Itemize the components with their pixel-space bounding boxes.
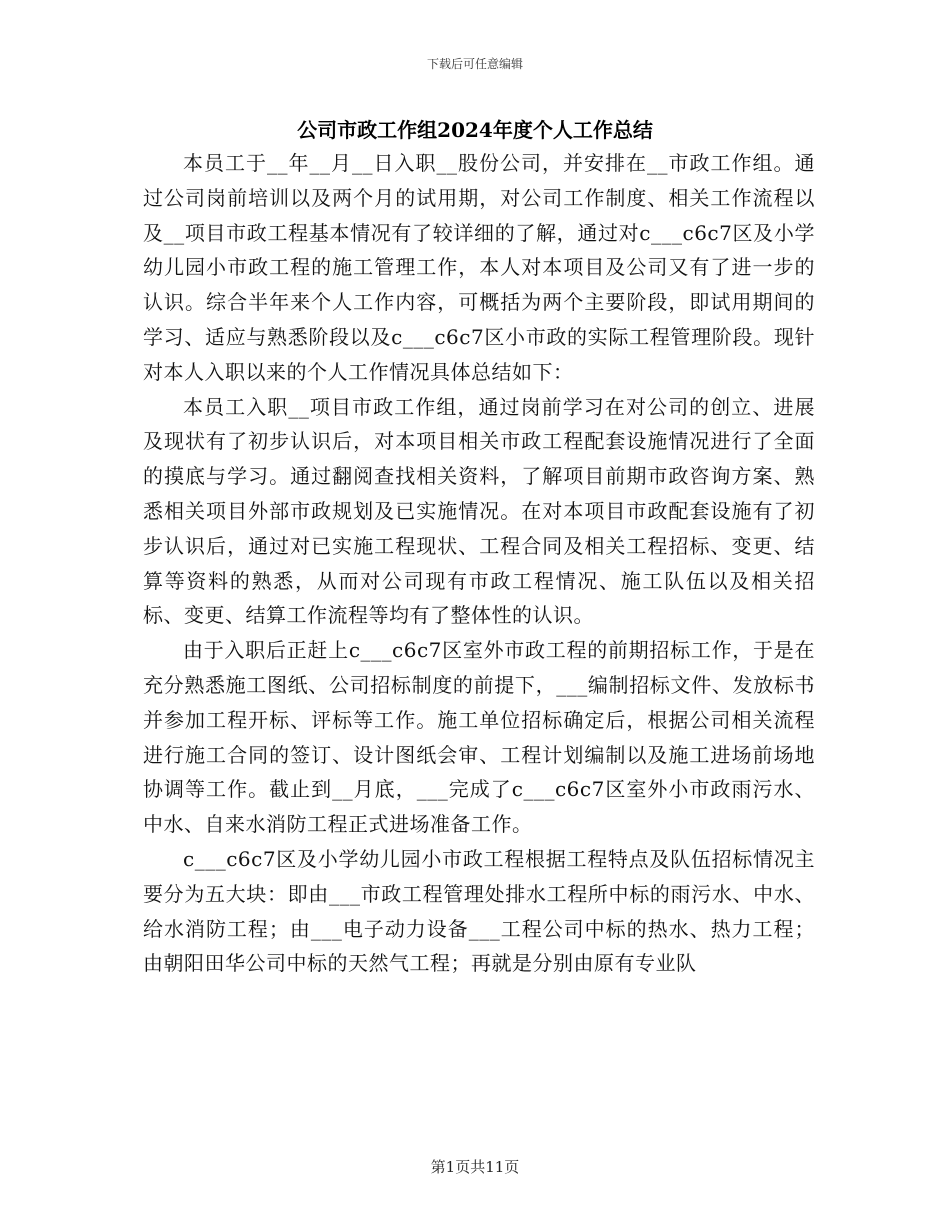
document-body — [143, 146, 815, 981]
paragraph-2: 本员工入职__项目市政工作组，通过岗前学习在对公司的创立、进展及现状有了初步认识后，对本项目相关市政工程配套设施情况进行了全面的摸底与学习。通过翻阅查找相关资料，了解项目前期市政咨询方案、熟悉相关项目外部市政规划及已实施情况。在对本项目市政配套设施有了初步认识后，通过对已实施工程现状、工程合同及相关工程招标、变更、结算等资料的熟悉，从而对公司现有市政工程情况、施工队伍以及相关招标、变更、结算工作流程等均有了整体性的认识。 — [143, 394, 815, 628]
paragraph-3: 由于入职后正赶上c___c6c7区室外市政工程的前期招标工作，于是在充分熟悉施工图纸、公司招标制度的前提下，___编制招标文件、发放标书并参加工程开标、评标等工作。施工单位招标确定后，根据公司相关流程进行施工合同的签订、设计图纸会审、工程计划编制以及施工进场前场地协调等工作。截止到__月底，___完成了c___c6c7区室外小市政雨污水、中水、自来水消防工程正式进场准备工作。 — [143, 638, 815, 837]
document-title: 公司市政工作组2024年度个人工作总结 — [297, 118, 653, 142]
header-note: 下载后可任意编辑 — [426, 57, 523, 71]
page-number-footer: 第1页共11页 — [430, 1158, 520, 1176]
paragraph-4: c___c6c7区及小学幼儿园小市政工程根据工程特点及队伍招标情况主要分为五大块：即由___市政工程管理处排水工程所中标的雨污水、中水、给水消防工程；由___电子动力设备___工程公司中标的热水、热力工程；由朝阳田华公司中标的天然气工程；再就是分别由原有专业队 — [143, 846, 815, 976]
paragraph-1: 本员工于__年__月__日入职__股份公司，并安排在__市政工作组。通过公司岗前培训以及两个月的试用期，对公司工作制度、相关工作流程以及__项目市政工程基本情况有了较详细的了解，通过对c___c6c7区及小学幼儿园小市政工程的施工管理工作，本人对本项目及公司又有了进一步的认识。综合半年来个人工作内容，可概括为两个主要阶段，即试用期间的学习、适应与熟悉阶段以及c___c6c7区小市政的实际工程管理阶段。现针对本人入职以来的个人工作情况具体总结如下： — [143, 151, 815, 384]
